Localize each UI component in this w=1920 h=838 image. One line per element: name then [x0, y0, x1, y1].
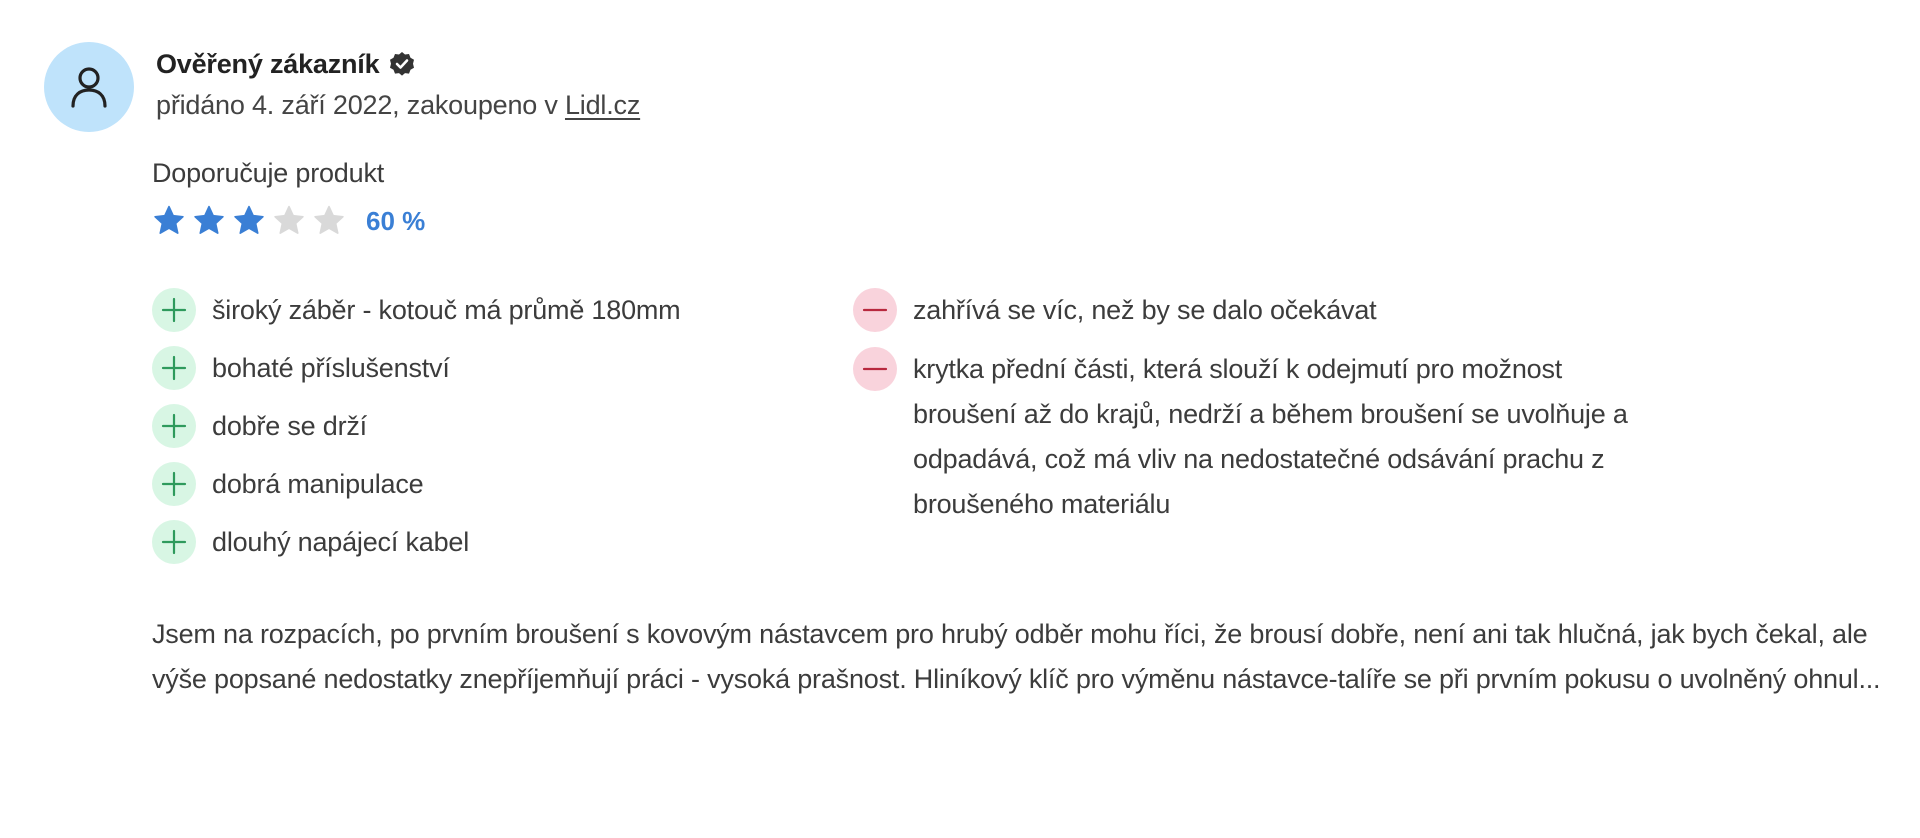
author-name: Ověřený zákazník	[156, 48, 380, 79]
pros-list	[152, 288, 680, 578]
plus-icon	[152, 462, 196, 506]
star-icon	[192, 204, 226, 238]
star-icon	[272, 204, 306, 238]
pro-item	[152, 288, 680, 332]
avatar	[44, 42, 134, 132]
con-item	[853, 347, 1633, 527]
plus-icon	[152, 288, 196, 332]
author-row	[156, 44, 640, 84]
pro-text: bohaté příslušenství	[212, 353, 450, 383]
check-badge-icon	[389, 51, 415, 77]
minus-icon	[853, 347, 897, 391]
star-icon	[232, 204, 266, 238]
pro-item	[152, 520, 680, 564]
pro-text: dobře se drží	[212, 411, 367, 441]
plus-icon	[152, 346, 196, 390]
plus-icon	[152, 520, 196, 564]
pro-item	[152, 346, 680, 390]
pro-text: dobrá manipulace	[212, 469, 424, 499]
stars	[152, 204, 352, 238]
con-text: krytka přední části, která slouží k odejmutí pro možnost broušení až do krajů, nedrží a během broušení se uvolňuje a odpadává, což má vliv na nedostatečné odsávání prachu z broušeného materiálu	[913, 354, 1628, 519]
pro-item	[152, 462, 680, 506]
shop-link[interactable]: Lidl.cz	[564, 90, 641, 120]
pro-text: dlouhý napájecí kabel	[212, 527, 469, 557]
rating-value: 60 %	[366, 205, 426, 236]
pro-text: široký záběr - kotouč má průmě 180mm	[212, 295, 681, 325]
star-icon	[152, 204, 186, 238]
review-meta	[156, 90, 640, 121]
star-icon	[312, 204, 346, 238]
recommendation-label: Doporučuje produkt	[152, 158, 385, 188]
con-item	[853, 288, 1633, 333]
cons-list	[853, 288, 1633, 541]
user-icon	[69, 65, 109, 109]
review-date-text: přidáno 4. září 2022, zakoupeno v	[156, 90, 565, 120]
review-header	[156, 44, 640, 121]
review-text: Jsem na rozpacích, po prvním broušení s kovovým nástavcem pro hrubý odběr mohu říci, že brousí dobře, není ani tak hlučná, jak bych čekal, ale výše popsané nedostatky znepříjemňují práci - vysoká prašnost. Hliníkový klíč pro výměnu nástavce-talíře se při prvním pokusu o uvolněný ohnul...	[152, 619, 1881, 694]
pro-item	[152, 404, 680, 448]
minus-icon	[853, 288, 897, 332]
plus-icon	[152, 404, 196, 448]
con-text: zahřívá se víc, než by se dalo očekávat	[913, 295, 1377, 325]
star-rating	[152, 204, 425, 238]
